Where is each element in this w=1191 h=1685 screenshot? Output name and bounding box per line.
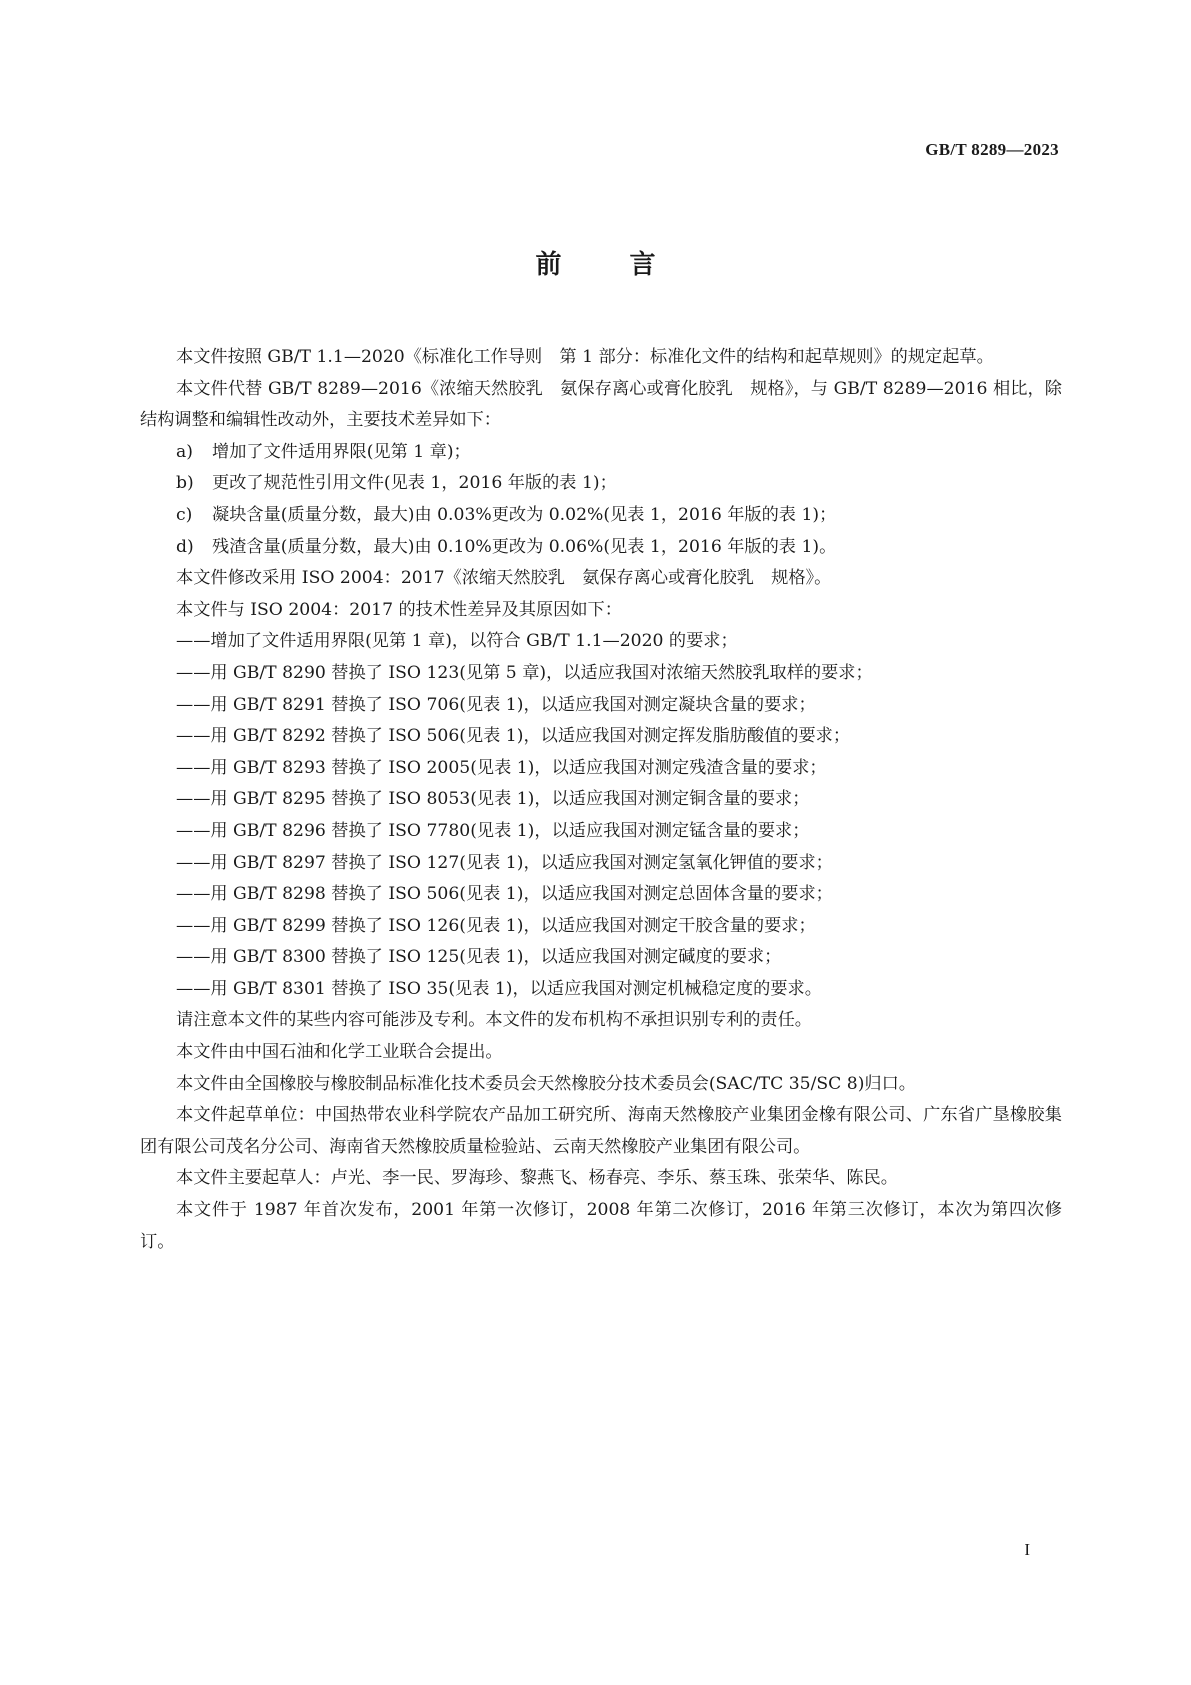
difference-item: ——用 GB/T 8295 替换了 ISO 8053(见表 1)，以适应我国对测定铜含量的要求； (176, 789, 810, 810)
difference-item: ——增加了文件适用界限(见第 1 章)，以符合 GB/T 1.1—2020 的要求； (176, 631, 738, 652)
list-tag: a) (176, 441, 193, 462)
paragraph-committee: 本文件由全国橡胶与橡胶制品标准化技术委员会天然橡胶分技术委员会(SAC/TC 35/SC 8)归口。 (176, 1073, 916, 1094)
paragraph-replaces: 本文件代替 GB/T 8289—2016《浓缩天然胶乳 氨保存离心或膏化胶乳 规格》，与 GB/T 8289—2016 相比，除结构调整和编辑性改动外，主要技术差异如下： (140, 378, 1062, 431)
title-char-2: 言 (629, 250, 656, 280)
paragraph-history: 本文件于 1987 年首次发布，2001 年第一次修订，2008 年第二次修订，2016 年第三次修订，本次为第四次修订。 (140, 1200, 1062, 1252)
list-tag: b) (176, 473, 194, 494)
difference-item: ——用 GB/T 8296 替换了 ISO 7780(见表 1)，以适应我国对测定锰含量的要求； (176, 820, 810, 841)
list-item (140, 468, 1062, 500)
paragraph-adoption: 本文件修改采用 ISO 2004：2017《浓缩天然胶乳 氨保存离心或膏化胶乳 规格》。 (176, 568, 832, 589)
list-text: 更改了规范性引用文件(见表 1，2016 年版的表 1)； (212, 473, 617, 494)
list-text: 增加了文件适用界限(见第 1 章)； (212, 441, 471, 462)
paragraph-drafters: 本文件主要起草人：卢光、李一民、罗海珍、黎燕飞、杨春亮、李乐、蔡玉珠、张荣华、陈民。 (176, 1168, 898, 1189)
standard-number: GB/T 8289—2023 (925, 140, 1059, 159)
list-item (140, 437, 1062, 469)
paragraph-drafting-rules: 本文件按照 GB/T 1.1—2020《标准化工作导则 第 1 部分：标准化文件的结构和起草规则》的规定起草。 (176, 347, 994, 367)
difference-item: ——用 GB/T 8292 替换了 ISO 506(见表 1)，以适应我国对测定挥发脂肪酸值的要求； (176, 726, 851, 747)
list-text: 残渣含量(质量分数，最大)由 0.10%更改为 0.06%(见表 1，2016 年版的表 1)。 (212, 536, 837, 557)
difference-item: ——用 GB/T 8298 替换了 ISO 506(见表 1)，以适应我国对测定总固体含量的要求； (176, 884, 833, 905)
list-tag: d) (176, 536, 194, 557)
title-char-1: 前 (535, 250, 562, 280)
difference-item: ——用 GB/T 8297 替换了 ISO 127(见表 1)，以适应我国对测定氢氧化钾值的要求； (176, 852, 833, 873)
page-number: I (1024, 1540, 1030, 1559)
difference-item: ——用 GB/T 8300 替换了 ISO 125(见表 1)，以适应我国对测定碱度的要求； (176, 947, 782, 968)
difference-item: ——用 GB/T 8299 替换了 ISO 126(见表 1)，以适应我国对测定干胶含量的要求； (176, 915, 816, 936)
list-text: 凝块含量(质量分数，最大)由 0.03%更改为 0.02%(见表 1，2016 年版的表 1)； (212, 504, 837, 525)
list-item (140, 500, 1062, 532)
difference-item: ——用 GB/T 8301 替换了 ISO 35(见表 1)，以适应我国对测定机械稳定度的要求。 (176, 978, 822, 999)
foreword-body (140, 342, 1062, 1258)
paragraph-differences-intro: 本文件与 ISO 2004：2017 的技术性差异及其原因如下： (176, 599, 622, 620)
difference-item: ——用 GB/T 8293 替换了 ISO 2005(见表 1)，以适应我国对测定残渣含量的要求； (176, 757, 827, 778)
paragraph-patent-notice: 请注意本文件的某些内容可能涉及专利。本文件的发布机构不承担识别专利的责任。 (176, 1010, 812, 1031)
list-tag: c) (176, 504, 193, 525)
page-title (0, 244, 1191, 281)
list-item (140, 532, 1062, 564)
difference-item: ——用 GB/T 8290 替换了 ISO 123(见第 5 章)，以适应我国对浓缩天然胶乳取样的要求； (176, 662, 873, 683)
difference-item: ——用 GB/T 8291 替换了 ISO 706(见表 1)，以适应我国对测定凝块含量的要求； (176, 694, 816, 715)
paragraph-proposer: 本文件由中国石油和化学工业联合会提出。 (176, 1042, 503, 1063)
paragraph-drafting-units: 本文件起草单位：中国热带农业科学院农产品加工研究所、海南天然橡胶产业集团金橡有限公司、广东省广垦橡胶集团有限公司茂名分公司、海南省天然橡胶质量检验站、云南天然橡胶产业集团有限公司。 (140, 1105, 1062, 1157)
